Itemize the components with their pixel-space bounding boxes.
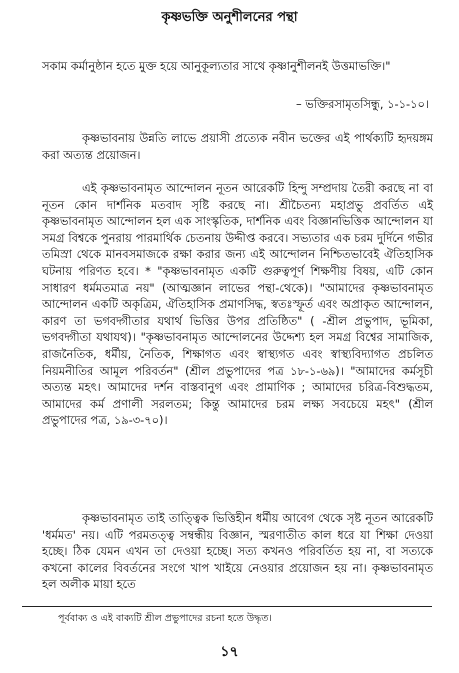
quote-source: – ভক্তিরসামৃতসিন্ধু, ১-১-১০। (295, 97, 429, 111)
quote-body: সকাম কর্মানুষ্ঠান হতে মুক্ত হয়ে আনুকূল্যতার সাথে কৃষ্ণানুশীলনই উত্তমাভক্তি।" (42, 59, 391, 73)
paragraph-3: কৃষ্ণভাবনামৃত তাই তাত্ত্বিক ভিত্তিহীন ধর্মীয় আবেগ থেকে সৃষ্ট নূতন আরেকটি 'ধর্মমত' নয়। এটি পরমতত্ত্ব সম্বন্ধীয় বিজ্ঞান, স্মরণাতীত কাল ধরে যা শিক্ষা দেওয়া হচ্ছে। ঠিক যেমন এখন তা দেওয়া হচ্ছে। সত্য কখনও পরিবর্তিত হয় না, বা সত্যকে কখনো কালের বিবর্তনের সংগে খাপ খাইয়ে নেওয়ার প্রয়োজন হয় না। কৃষ্ণভাবনামৃত হল অলীক মায়া হতে (42, 511, 433, 592)
quote-text (42, 58, 433, 75)
paragraph-1: কৃষ্ণভাবনায় উন্নতি লাভে প্রয়াসী প্রত্যেক নবীন ভক্তের এই পার্থক্যটি হৃদয়ঙ্গম করা অত্যন্ত প্রয়োজন। (42, 131, 433, 162)
running-header: কৃষ্ণভক্তি অনুশীলনের পন্থা (161, 10, 298, 25)
page-number: ১৭ (220, 644, 239, 660)
footnote-divider (22, 606, 432, 607)
footnote: পূর্ববাক্য ও এই বাক্যটি শ্রীল প্রভুপাদের রচনা হতে উদ্ধৃত। (58, 613, 272, 624)
paragraph-2: এই কৃষ্ণভাবনামৃত আন্দোলন নূতন আরেকটি হিন্দু সম্প্রদায় তৈরী করছে না বা নূতন কোন দার্শনিক মতবাদ সৃষ্টি করছে না। শ্রীচৈতন্য মহাপ্রভু প্রবর্তিত এই কৃষ্ণভাবনামৃত আন্দোলন হল এক সাংস্কৃতিক, দার্শনিক এবং বিজ্ঞানভিত্তিক আন্দোলন যা সমগ্র বিশ্বকে পুনরায় পারমার্থিক চেতনায় উদ্দীপ্ত করবে। সভ্যতার এক চরম দুর্দিনে গভীর তমিস্রা থেকে মানবসমাজকে রক্ষা করার জন্য এই আন্দোলন নিশ্চিতভাবেই ঐতিহাসিক ঘটনায় পরিণত হবে। * "কৃষ্ণভাবনামৃত একটি গুরুত্বপূর্ণ শিক্ষণীয় বিষয়, এটি কোন সাধারণ ধর্মমতমাত্র নয়" (আত্মজ্ঞান লাভের পন্থা-থেকে)। "আমাদের কৃষ্ণভাবনামৃত আন্দোলন একটি অকৃত্রিম, ঐতিহাসিক প্রমাণসিদ্ধ, স্বতঃস্ফূর্ত এবং অপ্রাকৃত আন্দোলন, কারণ তা ভগবদ্গীতার যথার্থ ভিত্তির উপর প্রতিষ্ঠিত" ( -শ্রীল প্রভুপাদ, ভূমিকা, ভগবদ্গীতা যথাযথ)। "কৃষ্ণভাবনামৃত আন্দোলনের উদ্দেশ্য হল সমগ্র বিশ্বের সামাজিক, রাজনৈতিক, ধর্মীয়, নৈতিক, শিক্ষাগত এবং স্বাস্থ্যগত এবং স্বাস্থ্যবিদ্যাগত প্রচলিত নিয়মনীতির আমূল পরিবর্তন" (শ্রীল প্রভুপাদের পত্র ১৮-১-৬৯)। "আমাদের কর্মসূচী অত্যন্ত মহৎ। আমাদের দর্শন বাস্তবানুগ এবং প্রামাণিক ; আমাদের চরিত্র-বিশুদ্ধতম, আমাদের কর্ম প্রণালী সরলতম; কিন্তু আমাদের চরম লক্ষ্য সবচেয়ে মহৎ" (শ্রীল প্রভুপাদের পত্র, ১৯-৩-৭০)। (42, 181, 433, 428)
